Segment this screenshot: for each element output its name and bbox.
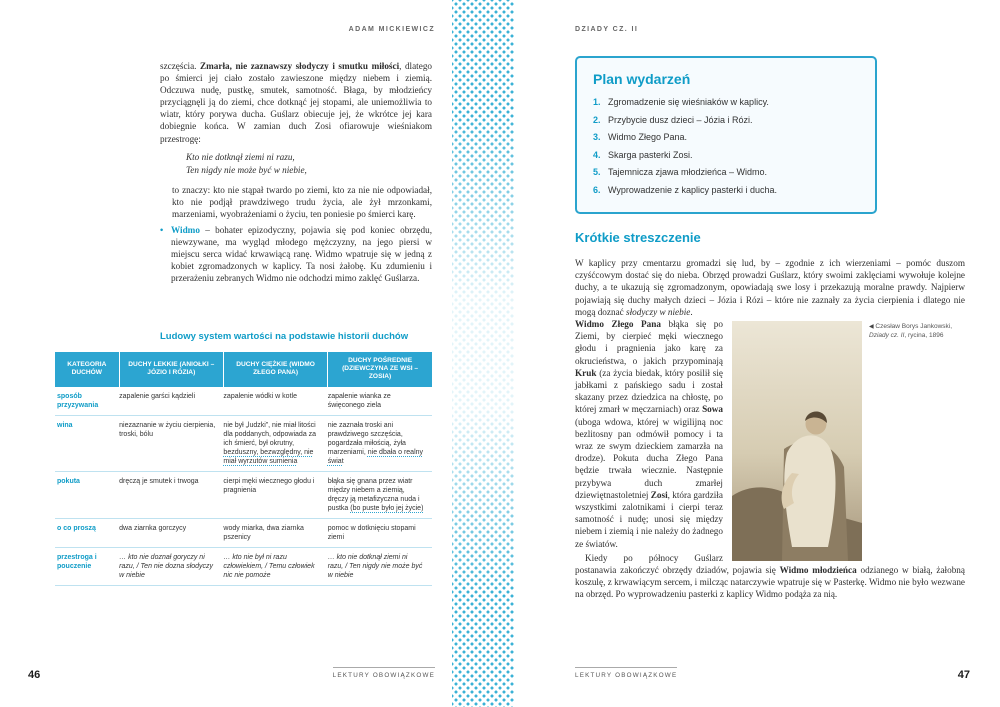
row-category: wina <box>55 415 119 471</box>
plan-item: 2. Przybycie dusz dzieci – Józia i Rózi. <box>593 114 753 125</box>
summary-paragraph-1b: Widmo Złego Pana błąka się po Ziemi, by cierpieć męki wiecznego głodu i pragnienia jako karę za okrucieństwa, o jakich przypominają Kruk (za życia biedak, który posilił się jabłkami z pańskiego sadu i został skazany przez dziedzica na chłostę, po której zmarł w męczarniach) oraz Sowa (uboga wdowa, której w wigilijną noc bezlitosny pan odmówił pomocy i ta wraz ze swym dzieckiem zamarzła na drodze). Pokuta ducha Złego Pana będzie trwała wiecznie. Następnie przybywa duch zmarłej dziewiętnastoletniej Zosi, która gardziła wszystkimi zalotnikami i cierpi teraz samotność i nudę; unosi się między niebem i ziemią i nie należy do żadnego ze światów. <box>575 319 723 549</box>
cell: zapalenie garści kądzieli <box>119 387 223 416</box>
bullet-text: – bohater epizodyczny, pojawia się pod koniec obrzędu, niewzywane, ma wygląd młodego mężczyzny, na jego piersi w miejscu serca widać krwawiącą ranę. Widmo wpatruje się w jedną z kobiet zgromadzonych w kaplicy. Ta nosi żałobę. Ku zdumieniu i przerażeniu zebranych Widmo nie odchodzi mimo zaklęć Guślarza. <box>171 224 432 284</box>
bullet-icon: • <box>160 224 164 235</box>
table-title: Ludowy system wartości na podstawie historii duchów <box>160 331 409 342</box>
table-row <box>55 547 432 585</box>
section-title-summary: Krótkie streszczenie <box>575 230 701 245</box>
footer-right: LEKTURY OBOWIĄZKOWE <box>575 667 677 679</box>
row-category: o co proszą <box>55 518 119 547</box>
table-header-row <box>55 352 432 387</box>
col-header-category: KATEGORIA DUCHÓW <box>55 352 119 387</box>
page-right <box>520 0 1000 707</box>
intro-bold: Zmarła, nie zaznawszy słodyczy i smutku miłości <box>200 61 400 71</box>
cell: błąka się gnana przez wiatr między niebem a ziemią, dręczy ją metafizyczna nuda i pustka (bo puste było jej życie) <box>328 471 432 518</box>
plan-box <box>575 56 877 214</box>
dotted-term: nie dbała o realny świat <box>327 448 424 465</box>
plan-item: 6. Wyprowadzenie z kaplicy pasterki i ducha. <box>593 184 777 195</box>
running-header-right: DZIADY CZ. II <box>575 26 639 33</box>
cell: zapalenie wódki w kotle <box>223 387 327 416</box>
verse-line-1: Kto nie dotknął ziemi ni razu, <box>186 151 295 162</box>
row-category: przestroga i pouczenie <box>55 547 119 585</box>
summary-text <box>575 257 965 601</box>
ghosts-table <box>55 352 432 586</box>
arrow-left-icon: ◀ <box>869 324 874 331</box>
plan-item: 4. Skarga pasterki Zosi. <box>593 149 693 160</box>
paragraph-explanation: to znaczy: kto nie stąpał twardo po ziemi, kto za nie nie odpowiadał, kto nie podjął prawdziwego trudu życia, ale żył mrzonkami, marzeniami, wyobrażeniami o życiu, ten poniesie po śmierci karę. <box>172 184 432 219</box>
paragraph-intro <box>160 60 432 145</box>
cell: … kto nie doznał goryczy ni razu, / Ten nie dozna słodyczy w niebie <box>119 547 223 585</box>
caption-work-title: Dziady cz. II <box>869 331 905 339</box>
cell: dręczą je smutek i trwoga <box>119 471 223 518</box>
artwork-image <box>732 321 862 561</box>
cell: niezaznanie w życiu cierpienia, troski, bólu <box>119 415 223 471</box>
cell: zapalenie wianka ze święconego ziela <box>328 387 432 416</box>
table-row <box>55 471 432 518</box>
verse-line-2: Ten nigdy nie może być w niebie, <box>186 164 307 175</box>
page-number-right: 47 <box>957 669 970 681</box>
dotted-term: (bo puste było jej życie) <box>350 504 424 512</box>
col-header-heavy: DUCHY CIĘŻKIE (WIDMO ZŁEGO PANA) <box>223 352 327 387</box>
cell: nie zaznała troski ani prawdziwego szczęścia, pogardzała miłością, żyła marzeniami, nie dbała o realny świat <box>328 415 432 471</box>
plan-item: 5. Tajemnicza zjawa młodzieńca – Widmo. <box>593 167 768 177</box>
row-category: pokuta <box>55 471 119 518</box>
plan-item: 3. Widmo Złego Pana. <box>593 132 688 142</box>
figure <box>732 321 965 561</box>
table-row <box>55 415 432 471</box>
table-row <box>55 518 432 547</box>
plan-title: Plan wydarzeń <box>593 71 691 87</box>
cell: wody miarka, dwa ziarnka pszenicy <box>223 518 327 547</box>
bullet-term: Widmo <box>171 224 200 235</box>
cell: cierpi męki wiecznego głodu i pragnienia <box>223 471 327 518</box>
left-body-column <box>160 60 432 288</box>
cell: dwa ziarnka gorczycy <box>119 518 223 547</box>
footer-left: LEKTURY OBOWIĄZKOWE <box>333 667 435 679</box>
running-header-left: ADAM MICKIEWICZ <box>348 26 435 33</box>
figure-caption: ◀ Czesław Borys Jankowski, Dziady cz. II, rycina, 1896 <box>869 323 953 339</box>
summary-paragraph-1a: W kaplicy przy cmentarzu gromadzi się lud, by – zgodnie z ich wierzeniami – pomóc duszom czyśćcowym dostać się do nieba. Obrzęd prowadzi Guślarz, który swoimi zaklęciami wywołuje kolejne duchy, a te ukazują się zgromadzonym, opowiadają swe losy i przekazują moralne prawdy. Najpierw pojawiają się duchy małych dzieci – Józia i Rózi – które nie zaznały za życia cierpienia i dlatego nie mogą doznać słodyczy w niebie. <box>575 258 965 317</box>
italic-phrase: słodyczy w niebie <box>626 306 691 317</box>
cell: nie był „ludzki”, nie miał litości dla poddanych, odpowiada za ich śmierć, był okrutny, bezduszny, bezwzględny, nie miał wyrzutów sumienia <box>223 415 327 471</box>
verse-quote <box>186 151 432 177</box>
intro-post: , dlatego po śmierci jej ciało zostało zawieszone między niebem i ziemią. Odczuwa nudę, pustkę, smutek, samotność. Błaga, by młodzieńcy przyciągnęli ją do ziemi, chce dotknąć jej stopami, ale uniemożliwia to wiatr, który porywa ducha. Guślarz obiecuje jej, że wkrótce jej kara dobiegnie końca. W zamian duch Zosi ofiarowuje wieśniakom przestrogę: <box>160 61 433 144</box>
summary-paragraph-2: Kiedy po północy Guślarz postanawia zakończyć obrzędy dziadów, pojawia się Widmo młodzieńca odzianego w białą, żałobną koszulę, z krwawiącym sercem, i milcząc natarczywie wpatruje się w Pasterkę. Widmo nie było wezwane na obrzęd. Po wyprowadzeniu pasterki z kaplicy Widmo podąża za nią. <box>575 552 965 600</box>
table-row <box>55 387 432 416</box>
col-header-light: DUCHY LEKKIE (ANIOŁKI – JÓZIO I RÓZIA) <box>119 352 223 387</box>
col-header-middle: DUCHY POŚREDNIE (DZIEWCZYNA ZE WSI – ZOSIA) <box>328 352 432 387</box>
cell: … kto nie był ni razu człowiekiem, / Temu człowiek nic nie pomoże <box>223 547 327 585</box>
page-left <box>0 0 470 707</box>
etching-illustration <box>732 321 862 561</box>
page-number-left: 46 <box>28 669 41 681</box>
cell: … kto nie dotknął ziemi ni razu, / Ten nigdy nie może być w niebie <box>328 547 432 585</box>
bullet-item-widmo <box>160 224 432 284</box>
plan-item: 1. Zgromadzenie się wieśniaków w kaplicy. <box>593 97 769 107</box>
intro-pre: szczęścia. <box>160 61 201 71</box>
dotted-term: bezduszny, bezwzględny, nie miał wyrzutów sumienia <box>223 448 314 465</box>
row-category: sposób przyzywania <box>55 387 119 416</box>
cell: pomoc w dotknięciu stopami ziemi <box>328 518 432 547</box>
